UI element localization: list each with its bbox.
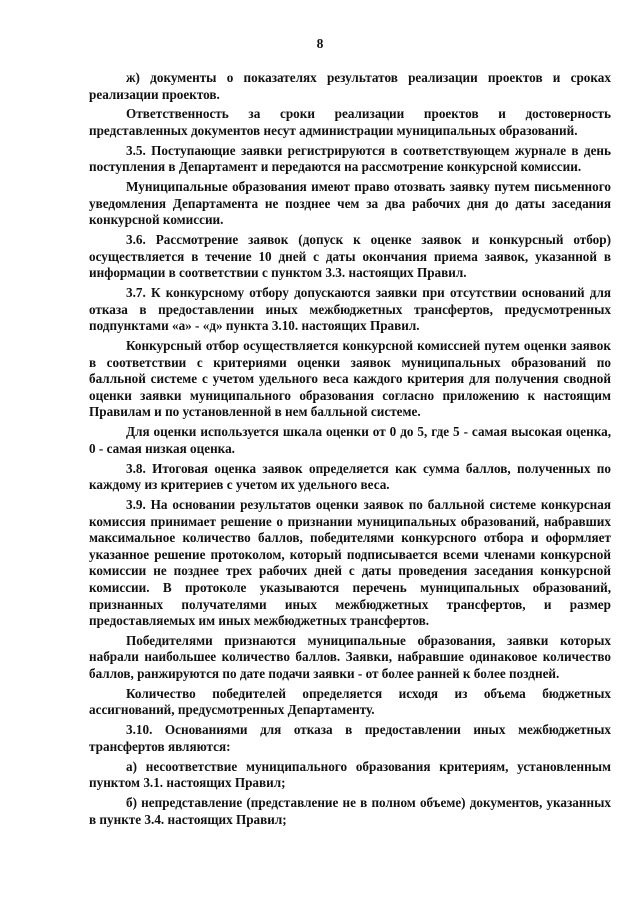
- paragraph-3-7: 3.7. К конкурсному отбору допускаются заявки при отсутствии оснований для отказа в предоставлении иных межбюджетных трансфертов, предусмотренных подпунктами «а» - «д» пункта 3.10. настоящих Правил.: [89, 285, 611, 334]
- paragraph-3-5: 3.5. Поступающие заявки регистрируются в соответствующем журнале в день поступления в Департамент и передаются на рассмотрение конкурсной комиссии.: [89, 142, 611, 175]
- paragraph-3-8: 3.8. Итоговая оценка заявок определяется как сумма баллов, полученных по каждому из критериев с учетом их удельного веса.: [89, 460, 611, 493]
- page-number: 8: [316, 36, 324, 51]
- paragraph-competitive-selection: Конкурсный отбор осуществляется конкурсной комиссией путем оценки заявок в соответствии с критериями оценки заявок муниципальных образований по балльной системе с учетом удельного веса каждого критерия для получения сводной оценки заявки муниципального образования согласно приложению к настоящим Правилам и по установленной в нем балльной системе.: [89, 338, 611, 420]
- paragraph-winners-count: Количество победителей определяется исходя из объема бюджетных ассигнований, предусмотренных Департаменту.: [89, 685, 611, 718]
- document-body: [89, 70, 611, 831]
- paragraph-withdraw-application: Муниципальные образования имеют право отозвать заявку путем письменного уведомления Департамента не позднее чем за два рабочих дня до даты заседания конкурсной комиссии.: [89, 179, 611, 228]
- paragraph-3-6: 3.6. Рассмотрение заявок (допуск к оценке заявок и конкурсный отбор) осуществляется в течение 10 дней с даты окончания приема заявок, указанной в информации в соответствии с пунктом 3.3. настоящих Правил.: [89, 232, 611, 281]
- paragraph-3-9: 3.9. На основании результатов оценки заявок по балльной системе конкурсная комиссия принимает решение о признании муниципальных образований, набравших максимальное количество баллов, победителями конкурсного отбора и оформляет указанное решение протоколом, который подписывается всеми членами конкурсной комиссии не позднее трех рабочих дней с даты проведения заседания конкурсной комиссии. В протоколе указываются перечень муниципальных образований, признанных получателями иных межбюджетных трансфертов, и размер предоставляемых им иных межбюджетных трансфертов.: [89, 496, 611, 629]
- paragraph-3-10: 3.10. Основаниями для отказа в предоставлении иных межбюджетных трансфертов являются:: [89, 722, 611, 754]
- paragraph-responsibility: Ответственность за сроки реализации проектов и достоверность представленных документов несут администрации муниципальных образований.: [89, 106, 611, 138]
- paragraph-rating-scale: Для оценки используется шкала оценки от 0 до 5, где 5 - самая высокая оценка, 0 - самая низкая оценка.: [89, 424, 611, 456]
- paragraph-3-10-b: б) непредставление (представление не в полном объеме) документов, указанных в пункте 3.4. настоящих Правил;: [89, 794, 611, 827]
- paragraph-winners: Победителями признаются муниципальные образования, заявки которых набрали наибольшее количество баллов. Заявки, набравшие одинаковое количество баллов, ранжируются по дате подачи заявки - от более ранней к более поздней.: [89, 632, 611, 682]
- paragraph-zh-documents: ж) документы о показателях результатов реализации проектов и сроках реализации проектов.: [89, 70, 611, 102]
- paragraph-3-10-a: а) несоответствие муниципального образования критериям, установленным пунктом 3.1. настоящих Правил;: [89, 758, 611, 791]
